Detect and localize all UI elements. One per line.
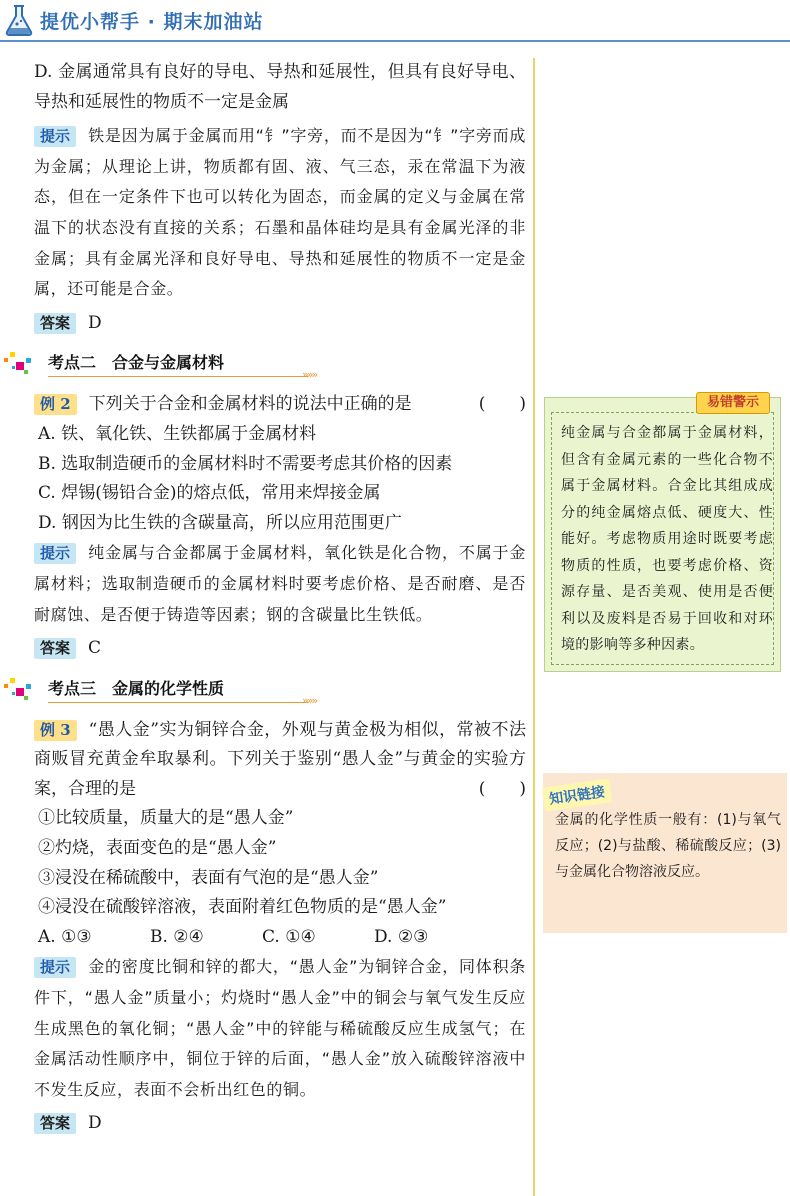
section-2-arrows-icon: »»»	[302, 368, 317, 382]
flask-icon	[4, 4, 34, 36]
example-3-item-4: ④浸没在硫酸锌溶液，表面附着红色物质的是“愚人金”	[38, 897, 447, 918]
answer-3-tag: 答案	[34, 1113, 76, 1134]
section-bullet-icon	[2, 674, 42, 704]
answer-3	[34, 1109, 526, 1139]
answer-1	[34, 309, 526, 339]
example-2-option-c: C. 焊锡(锡铅合金)的熔点低，常用来焊接金属	[38, 483, 381, 504]
answer-2-value: C	[88, 638, 102, 659]
example-3-choice-c: C. ①④	[262, 926, 316, 947]
example-2-option-b: B. 选取制造硬币的金属材料时不需要考虑其价格的因素	[38, 453, 453, 474]
section-3-rule	[48, 702, 308, 703]
example-2-option-d: D. 钢因为比生铁的含碳量高，所以应用范围更广	[38, 512, 402, 533]
section-3-title: 考点三 金属的化学性质	[48, 678, 225, 698]
hint-2-text: 纯金属与合金都属于金属材料，氧化铁是化合物，不属于金属材料；选取制造硬币的金属材料时要考虑价格、是否耐磨、是否耐腐蚀、是否便于铸造等因素；钢的含碳量比生铁低。	[34, 543, 526, 624]
hint-3-text: 金的密度比铜和锌的都大，“愚人金”为铜锌合金，同体积条件下，“愚人金”质量小；灼烧时“愚人金”中的铜会与氧气发生反应生成黑色的氧化铜；“愚人金”中的锌能与稀硫酸反应生成氢气；在金属活动性顺序中，铜位于锌的后面，“愚人金”放入硫酸锌溶液中不发生反应，表面不会析出红色的铜。	[34, 957, 526, 1099]
example-3-choice-d: D. ②③	[374, 926, 429, 947]
example-3-tag: 例 3	[34, 720, 77, 741]
error-warning-box	[544, 397, 781, 672]
example-2-option-a: A. 铁、氧化铁、生铁都属于金属材料	[38, 423, 317, 444]
section-2-heading	[2, 344, 526, 384]
example-2-question	[34, 390, 526, 420]
error-warning-badge: 易错警示	[696, 392, 770, 414]
example-3-item-1: ①比较质量，质量大的是“愚人金”	[38, 808, 294, 829]
knowledge-link-badge: 知识链接	[542, 778, 613, 811]
page-header	[0, 0, 790, 42]
answer-1-value: D	[88, 312, 102, 333]
section-2-rule	[48, 376, 308, 377]
example-3-blank: ( )	[478, 778, 526, 799]
answer-3-value: D	[88, 1113, 102, 1134]
knowledge-link-text: 金属的化学性质一般有：(1)与氧气反应；(2)与盐酸、稀硫酸反应；(3)与金属化合物溶液反应。	[555, 812, 781, 880]
answer-2	[34, 634, 526, 664]
column-divider	[533, 58, 535, 1196]
example-3-item-2: ②灼烧，表面变色的是“愚人金”	[38, 838, 277, 859]
main-column	[34, 58, 526, 1139]
example-3-item-3: ③浸没在稀硫酸中，表面有气泡的是“愚人金”	[38, 867, 379, 888]
hint-1	[34, 121, 526, 305]
answer-1-tag: 答案	[34, 313, 76, 334]
error-warning-text: 纯金属与合金都属于金属材料，但含有金属元素的一些化合物不属于金属材料。合金比其组成成分的纯金属熔点低、硬度大、性能好。考虑物质用途时既要考虑物质的性质，也要考虑价格、资源存量、是否美观、使用是否便利以及废料是否易于回收和对环境的影响等多种因素。	[561, 425, 773, 653]
hint-2-tag: 提示	[34, 543, 76, 564]
knowledge-link-box	[543, 773, 787, 933]
answer-2-tag: 答案	[34, 638, 76, 659]
hint-2	[34, 538, 526, 630]
hint-3	[34, 952, 526, 1105]
example-2-tag: 例 2	[34, 394, 77, 415]
section-3-heading	[2, 670, 526, 710]
example-3-text: “愚人金”实为铜锌合金，外观与黄金极为相似，常被不法商贩冒充黄金牟取暴利。下列关于鉴别“愚人金”与黄金的实验方案，合理的是	[34, 719, 526, 799]
example-3-choice-a: A. ①③	[38, 926, 92, 947]
hint-3-tag: 提示	[34, 957, 76, 978]
section-bullet-icon	[2, 348, 42, 378]
example-3-choices	[34, 923, 526, 953]
option-d-previous: D. 金属通常具有良好的导电、导热和延展性，但具有良好导电、导热和延展性的物质不一定是金属	[34, 62, 526, 112]
hint-1-tag: 提示	[34, 126, 76, 147]
section-3-arrows-icon: »»»	[302, 693, 317, 707]
example-2-text: 下列关于合金和金属材料的说法中正确的是	[88, 394, 412, 415]
hint-1-text: 铁是因为属于金属而用“钅”字旁，而不是因为“钅”字旁而成为金属；从理论上讲，物质都有固、液、气三态，汞在常温下为液态，但在一定条件下也可以转化为固态，而金属的定义与金属在常温下的状态没有直接的关系；石墨和晶体硅均是具有金属光泽的非金属；具有金属光泽和良好导电、导热和延展性的物质不一定是金属，还可能是合金。	[34, 126, 526, 299]
example-2-blank: ( )	[478, 394, 526, 415]
section-2-title: 考点二 合金与金属材料	[48, 353, 225, 373]
page-header-title: 提优小帮手 · 期末加油站	[40, 11, 264, 33]
example-3-question	[34, 716, 526, 805]
example-3-choice-b: B. ②④	[150, 926, 204, 947]
